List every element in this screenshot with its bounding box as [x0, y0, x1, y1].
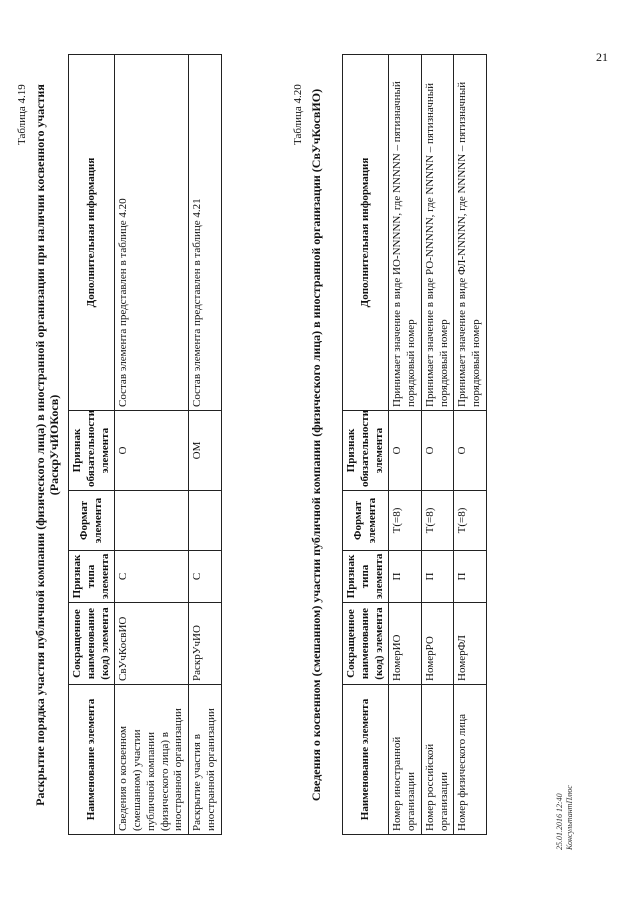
table-cell: T(=8)	[454, 491, 487, 551]
table-cell: П	[421, 551, 454, 603]
header-cell: Наименование элемента	[69, 685, 115, 835]
header-cell: Сокращенное наименование (код) элемента	[343, 603, 389, 685]
header-cell: Признак типа элемента	[343, 551, 389, 603]
header-cell: Наименование элемента	[343, 685, 389, 835]
table-cell: С	[189, 551, 222, 603]
table-cell: НомерРО	[421, 603, 454, 685]
table-row	[389, 55, 422, 835]
table-cell: Принимает значение в виде РО-NNNNN, где NNNNN – пятизначный порядковый номер	[421, 55, 454, 411]
print-stamp	[555, 785, 574, 850]
page-number: 21	[596, 50, 608, 64]
header-cell: Формат элемента	[343, 491, 389, 551]
header-cell: Признак обязательности элемента	[69, 411, 115, 491]
table-cell: ОМ	[189, 411, 222, 491]
table-cell: О	[454, 411, 487, 491]
table-cell: П	[454, 551, 487, 603]
table-cell: С	[115, 551, 189, 603]
table-cell: Состав элемента представлен в таблице 4.21	[189, 55, 222, 411]
header-cell: Признак типа элемента	[69, 551, 115, 603]
table-header-row	[69, 55, 115, 835]
table-cell: Номер иностранной организации	[389, 685, 422, 835]
table-row	[421, 55, 454, 835]
header-cell: Дополнительная информация	[343, 55, 389, 411]
table-cell	[115, 491, 189, 551]
table-4-20-title: Сведения о косвенном (смешанном) участии публичной компании (физического лица) в иностранной организации (СвУчКосвИО)	[309, 88, 323, 802]
table-cell: П	[389, 551, 422, 603]
table-cell: НомерФЛ	[454, 603, 487, 685]
stamp-date: 25.01.2016 12:40	[555, 793, 564, 850]
table-4-19-title: Раскрытие порядка участия публичной компании (физического лица) в иностранной организации при наличии косвенного участия (РаскрУчИОКосв)	[33, 84, 62, 806]
table-cell: РаскрУчИО	[189, 603, 222, 685]
table-cell: Сведения о косвенном (смешанном) участии публичной компании (физического лица) в иностранной организации	[115, 685, 189, 835]
table-row	[189, 55, 222, 835]
table-cell: СвУчКосвИО	[115, 603, 189, 685]
header-cell: Формат элемента	[69, 491, 115, 551]
table-cell: НомерИО	[389, 603, 422, 685]
table-row	[115, 55, 189, 835]
table-4-20-caption: Таблица 4.20	[292, 84, 304, 145]
table-4-20	[342, 54, 487, 835]
table-cell: T(=8)	[421, 491, 454, 551]
table-cell: Номер физического лица	[454, 685, 487, 835]
table-cell: О	[115, 411, 189, 491]
table-cell: Раскрытие участия в иностранной организации	[189, 685, 222, 835]
table-cell	[189, 491, 222, 551]
table-cell: Номер российской организации	[421, 685, 454, 835]
table-4-19-caption: Таблица 4.19	[16, 84, 28, 145]
table-cell: О	[389, 411, 422, 491]
table-cell: Принимает значение в виде ФЛ-NNNNN, где NNNNN – пятизначный порядковый номер	[454, 55, 487, 411]
table-4-19	[68, 54, 222, 835]
table-row	[454, 55, 487, 835]
header-cell: Дополнительная информация	[69, 55, 115, 411]
table-cell: T(=8)	[389, 491, 422, 551]
table-cell: Принимает значение в виде ИО-NNNNN, где NNNNN – пятизначный порядковый номер	[389, 55, 422, 411]
table-header-row	[343, 55, 389, 835]
header-cell: Признак обязательности элемента	[343, 411, 389, 491]
header-cell: Сокращенное наименование (код) элемента	[69, 603, 115, 685]
stamp-source: КонсультантПлюс	[564, 785, 574, 850]
table-cell: Состав элемента представлен в таблице 4.20	[115, 55, 189, 411]
table-cell: О	[421, 411, 454, 491]
